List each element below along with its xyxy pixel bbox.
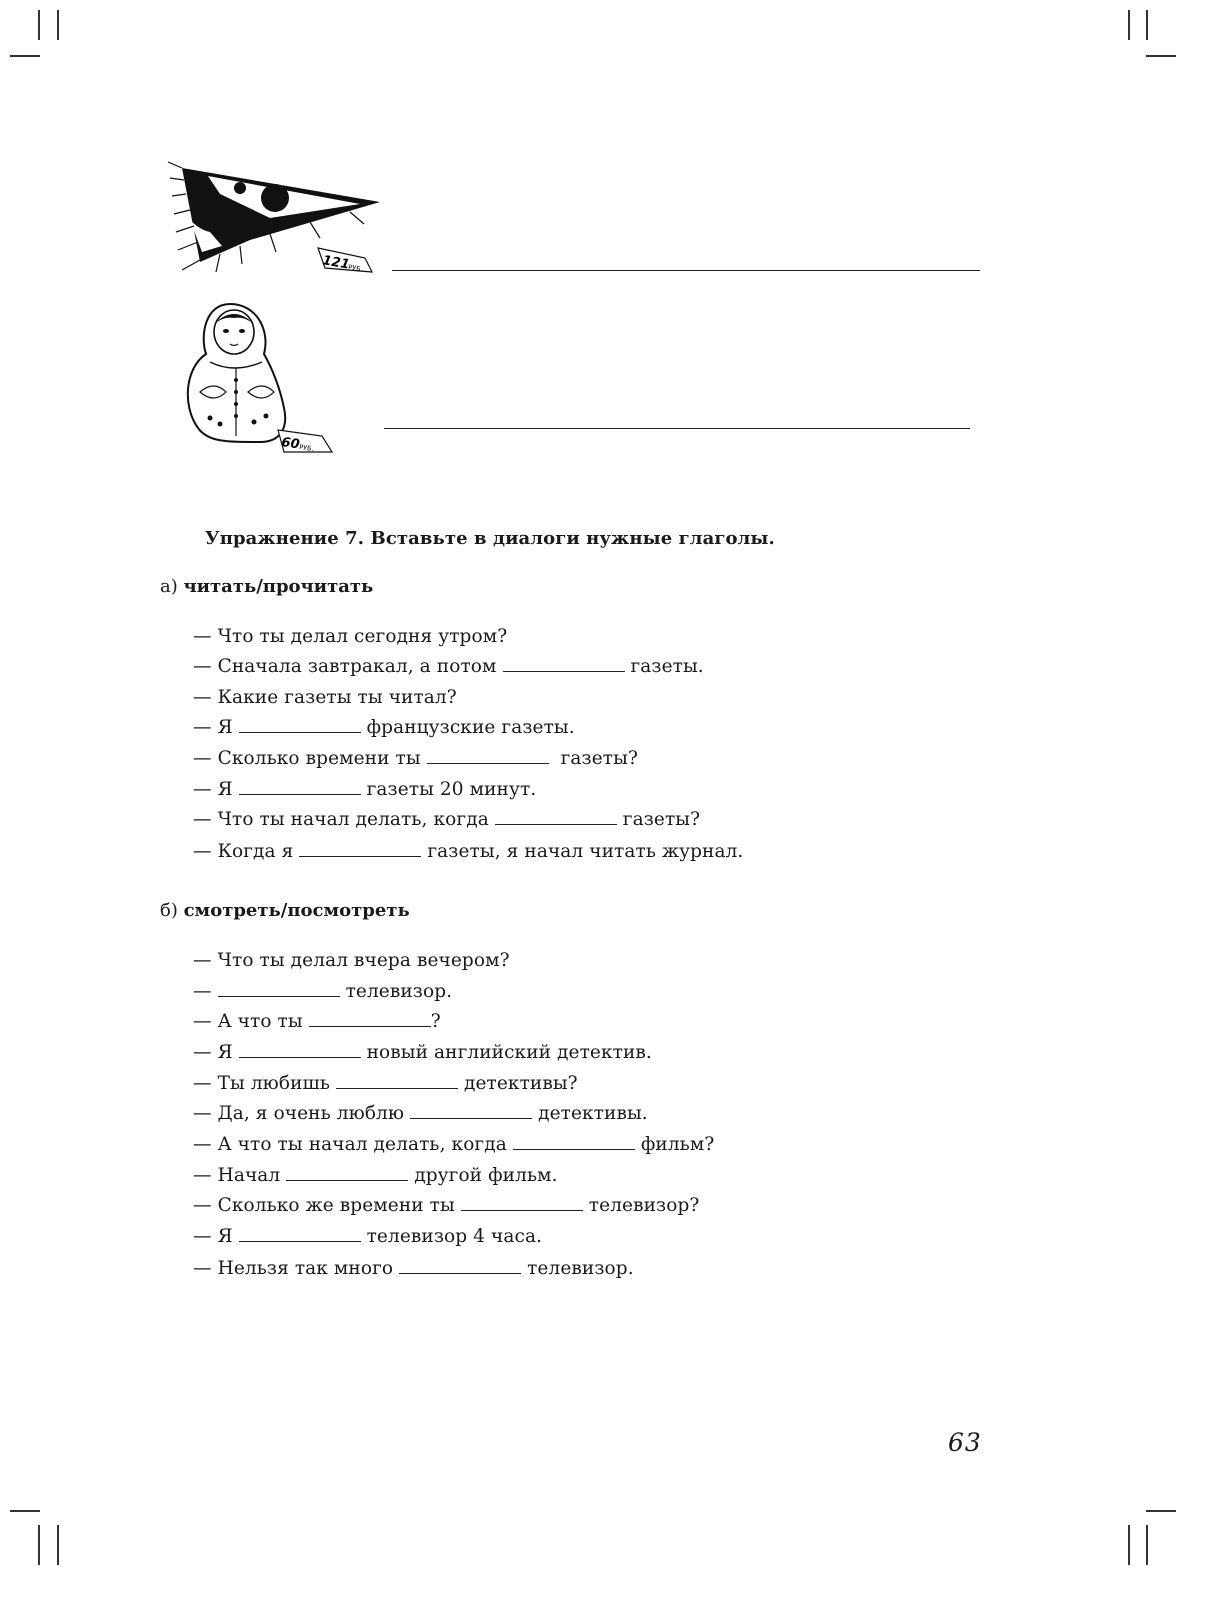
dialogue-line: — Ты любишь детективы? [193,1073,578,1094]
matryoshka-price-tag: 60 [280,435,301,453]
crop-mark [57,10,59,40]
matryoshka-price-currency: РУБ. [298,443,315,453]
answer-blank[interactable] [503,657,625,672]
section-a-verbs: читать/прочитать [183,576,374,597]
shawl-price-currency: РУБ. [347,263,364,274]
crop-mark [38,1525,40,1565]
section-b-label: б) [160,900,178,921]
dialogue-line: — Что ты делал вчера вечером? [193,950,510,971]
answer-blank[interactable] [495,810,617,825]
dialogue-line: — Я французские газеты. [193,717,575,738]
dialogue-line: — Сколько времени ты газеты? [193,748,638,769]
section-b-verbs: смотреть/посмотреть [183,900,410,921]
answer-blank[interactable] [513,1135,635,1150]
crop-mark [38,10,40,40]
crop-mark [1146,10,1148,40]
crop-mark [57,1525,59,1565]
crop-mark [10,1510,40,1512]
dialogue-line: — Сколько же времени ты телевизор? [193,1195,700,1216]
crop-mark [1146,1510,1176,1512]
shawl-price-tag: 121 [321,253,351,273]
shawl-illustration [160,160,390,285]
dialogue-line: — Я газеты 20 минут. [193,779,537,800]
answer-blank[interactable] [399,1259,521,1274]
answer-blank[interactable] [239,1043,361,1058]
crop-mark [1146,55,1176,57]
dialogue-line: — Когда я газеты, я начал читать журнал. [193,841,744,862]
dialogue-line: — телевизор. [193,981,453,1002]
crop-mark [10,55,40,57]
section-a-label: а) [160,576,178,597]
answer-blank[interactable] [239,780,361,795]
answer-line-matryoshka[interactable] [384,428,970,429]
section-b-title [160,900,410,921]
page-number: 63 [948,1428,982,1457]
section-a-title [160,576,373,597]
dialogue-line: — Что ты начал делать, когда газеты? [193,809,701,830]
answer-blank[interactable] [336,1074,458,1089]
dialogue-line: — А что ты начал делать, когда фильм? [193,1134,715,1155]
answer-line-shawl[interactable] [392,270,980,271]
dialogue-line: — Я телевизор 4 часа. [193,1226,543,1247]
answer-blank[interactable] [427,749,549,764]
exercise-title: Упражнение 7. Вставьте в диалоги нужные глаголы. [205,528,775,549]
dialogue-line: — Какие газеты ты читал? [193,687,457,708]
answer-blank[interactable] [309,1012,431,1027]
dialogue-line: — Да, я очень люблю детективы. [193,1103,648,1124]
dialogue-line: — Я новый английский детектив. [193,1042,652,1063]
dialogue-line: — Что ты делал сегодня утром? [193,626,508,647]
dialogue-line: — Начал другой фильм. [193,1165,558,1186]
answer-blank[interactable] [218,982,340,997]
answer-blank[interactable] [239,718,361,733]
answer-blank[interactable] [461,1196,583,1211]
answer-blank[interactable] [286,1166,408,1181]
answer-blank[interactable] [410,1104,532,1119]
dialogue-line: — Сначала завтракал, а потом газеты. [193,656,704,677]
dialogue-line: — А что ты ? [193,1011,441,1032]
crop-mark [1128,10,1130,40]
matryoshka-illustration [180,296,340,466]
crop-mark [1128,1525,1130,1565]
answer-blank[interactable] [239,1227,361,1242]
answer-blank[interactable] [299,842,421,857]
dialogue-line: — Нельзя так много телевизор. [193,1258,634,1279]
crop-mark [1146,1525,1148,1565]
